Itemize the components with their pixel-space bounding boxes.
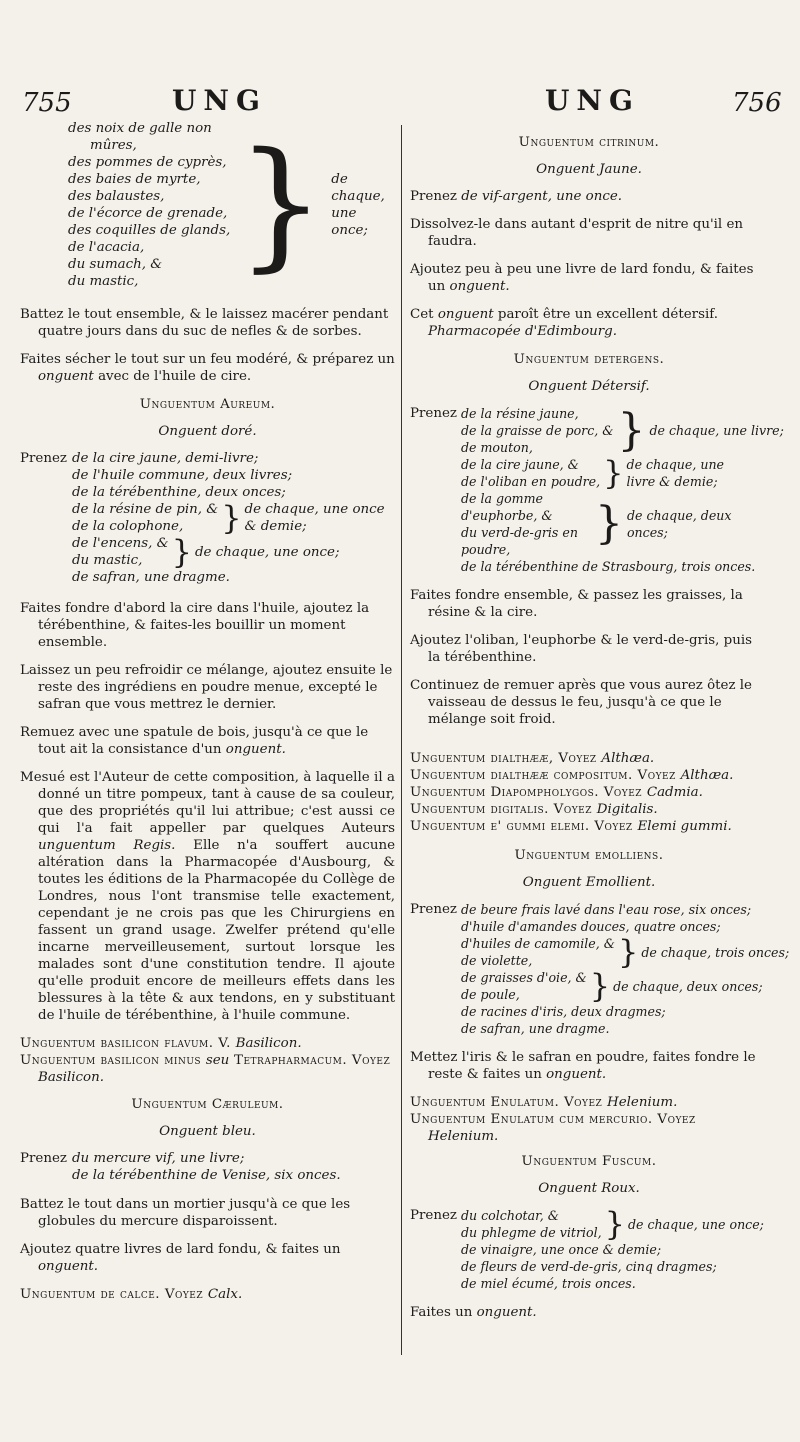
quantity: de chaque, une livre; xyxy=(649,423,784,438)
recipe xyxy=(20,450,395,586)
ingredient: de miel écumé, trois onces. xyxy=(460,1276,636,1291)
column-divider xyxy=(401,125,402,1355)
recipe xyxy=(410,404,784,575)
paragraph: Faites un onguent. xyxy=(410,1305,537,1320)
page-number-right: 756 xyxy=(732,88,782,118)
paragraph: Ajoutez quatre livres de lard fondu, & faites un onguent. xyxy=(20,1242,341,1274)
ingredient: du sumach, & xyxy=(68,257,163,272)
paragraph: Mettez l'iris & le safran en poudre, faites fondre le reste & faites un onguent. xyxy=(410,1050,756,1082)
quantity: de chaque, une livre & demie; xyxy=(626,457,725,489)
ingredient-group: du colchotar, & du phlegme de vitriol, } de chaque, une once; xyxy=(460,1205,764,1243)
brace: } xyxy=(604,1205,625,1243)
paragraph: Faites fondre d'abord la cire dans l'huile, ajoutez la térébenthine, & faites-les bouillir un moment ensemble. xyxy=(20,601,370,650)
recipe xyxy=(410,1207,768,1292)
brace: } xyxy=(617,933,639,971)
running-head-right: UNG xyxy=(545,84,640,117)
brace: } xyxy=(594,498,623,549)
running-head-left: UNG xyxy=(172,84,267,117)
section-heading: Unguentum citrinum. xyxy=(518,135,660,150)
ingredient-group: d'huiles de camomile, & de violette, } de chaque, trois onces; xyxy=(460,933,790,971)
quantity: de chaque, une once & demie; xyxy=(244,502,385,534)
ingredient: de safran, une dragme. xyxy=(71,570,230,585)
paragraph: Ajoutez peu à peu une livre de lard fondu, & faites un onguent. xyxy=(410,262,754,294)
right-column xyxy=(410,120,790,1332)
paragraph: Cet onguent paroît être un excellent détersif. Pharmacopée d'Edimbourg. xyxy=(410,307,718,339)
ingredient: des coquilles de glands, xyxy=(68,223,231,238)
page-number-left: 755 xyxy=(22,88,72,118)
quantity: de chaque, une once; xyxy=(627,1216,764,1232)
paragraph: Battez le tout dans un mortier jusqu'à ce que les globules du mercure disparoissent. xyxy=(20,1197,351,1229)
quantity: de chaque, une once; xyxy=(194,544,340,560)
ingredient: de safran, une dragme. xyxy=(460,1021,610,1036)
paragraph: Faites fondre ensemble, & passez les graisses, la résine & la cire. xyxy=(410,588,743,620)
ingredient: des pommes de cyprès, xyxy=(68,155,227,170)
cross-reference: Unguentum de calce. Voyez Calx. xyxy=(20,1287,243,1302)
paragraph: Battez le tout ensemble, & le laissez macérer pendant quatre jours dans du suc de nefles & de sorbes. xyxy=(20,307,389,339)
paragraph: Dissolvez-le dans autant d'esprit de nitre qu'il en faudra. xyxy=(410,217,743,249)
section-subtitle: Onguent doré. xyxy=(158,424,257,439)
left-column xyxy=(20,120,395,1303)
paragraph: Prenez de vif-argent, une once. xyxy=(410,189,623,204)
section-subtitle: Onguent Détersif. xyxy=(528,379,650,394)
section-subtitle: Onguent Jaune. xyxy=(536,162,642,177)
section-heading: Unguentum Aureum. xyxy=(139,397,276,412)
paragraph: Mesué est l'Auteur de cette composition, à laquelle il a donné un titre pompeux, tant à cause de sa couleur, que des propriétés qu'il lui attribue; c'est aussi ce qui l'a fait appeller par quelques Auteurs unguentum Regis. Elle n'a souffert aucune altération dans la Pharmacopée d'Ausbourg, & toutes les éditions de la Pharmacopée du Collège de Londres, nous l'ont transmise telle exactement, cependant je ne crois pas que les Chirurgiens en fassent un grand usage. Zwelfer prétend qu'elle incarne merveilleusement, surtout lorsque les malades sont d'une constitution tendre. Il ajoute qu'elle produit encore de meilleurs effets dans les blessures à la tête & aux tendons, en y substituant de l'huile de térébenthine, à l'huile commune. xyxy=(20,770,395,1023)
cross-reference: Unguentum digitalis. Voyez Digitalis. xyxy=(410,802,658,817)
cross-reference: Unguentum Enulatum cum mercurio. Voyez Helenium. xyxy=(410,1112,696,1144)
brace: } xyxy=(236,123,326,286)
brace: } xyxy=(603,454,624,492)
ingredient: de la térébenthine, deux onces; xyxy=(71,485,286,500)
paragraph: Continuez de remuer après que vous aurez ôtez le vaisseau de dessus le feu, jusqu'à ce que le mélange soit froid. xyxy=(410,678,752,727)
ingredient: de racines d'iris, deux dragmes; xyxy=(460,1004,666,1019)
section-subtitle: Onguent Roux. xyxy=(538,1181,640,1196)
ingredient: de vinaigre, une once & demie; xyxy=(460,1242,662,1257)
cross-reference: Unguentum basilicon flavum. V. Basilicon. xyxy=(20,1036,302,1051)
quantity: de chaque, deux onces; xyxy=(613,978,763,994)
ingredient-group: de la gomme d'euphorbe, & du verd-de-gris en poudre, } de chaque, deux onces; xyxy=(461,490,784,558)
recipe-list xyxy=(72,450,395,586)
cross-reference: Unguentum Diapompholygos. Voyez Cadmia. xyxy=(410,785,703,800)
ingredient: de la cire jaune, demi-livre; xyxy=(71,451,259,466)
section-heading: Unguentum Cæruleum. xyxy=(131,1097,284,1112)
cross-reference: Unguentum basilicon minus seu Tetrapharmacum. Voyez Basilicon. xyxy=(20,1053,391,1085)
ingredient-group: de l'encens, & du mastic, } de chaque, une once; xyxy=(71,533,340,571)
section-subtitle: Onguent bleu. xyxy=(159,1124,256,1139)
paragraph: Faites sécher le tout sur un feu modéré, & préparez un onguent avec de l'huile de cire. xyxy=(20,352,395,384)
section-subtitle: Onguent Emollient. xyxy=(522,875,656,890)
ingredient: du mercure vif, une livre; xyxy=(71,1151,245,1166)
prenez-label: Prenez xyxy=(20,451,67,466)
brace: } xyxy=(589,967,611,1005)
paragraph: Laissez un peu refroidir ce mélange, ajoutez ensuite le reste des ingrédiens en poudre menue, excepté le safran que vous mettrez le dernier. xyxy=(20,663,393,712)
ingredient: mûres, xyxy=(90,138,137,153)
ingredient: de beure frais lavé dans l'eau rose, six onces; xyxy=(460,902,752,917)
ingredient-group: de la résine jaune, de la graisse de porc, & de mouton, } de chaque, une livre; xyxy=(460,404,784,456)
ingredient: d'huile d'amandes douces, quatre onces; xyxy=(460,919,721,934)
ingredient: des noix de galle non xyxy=(68,121,212,136)
ingredient-group: de la résine de pin, & de la colophone, } de chaque, une once & demie; xyxy=(72,501,395,535)
brace: } xyxy=(221,499,242,537)
ingredient: du mastic, xyxy=(68,274,139,289)
quantity: de chaque, trois onces; xyxy=(641,944,790,960)
prenez-label: Prenez xyxy=(410,902,457,917)
recipe xyxy=(410,901,790,1037)
ingredient-list xyxy=(68,120,230,290)
ingredient: des baies de myrte, xyxy=(68,172,201,187)
section-heading: Unguentum emolliens. xyxy=(514,848,664,863)
paragraph: Ajoutez l'oliban, l'euphorbe & le verd-de-gris, puis la térébenthine. xyxy=(410,633,752,665)
ingredient: de l'écorce de grenade, xyxy=(68,206,228,221)
ingredient-group: de la cire jaune, & de l'oliban en poudre, } de chaque, une livre & demie; xyxy=(461,456,784,490)
prenez-label: Prenez xyxy=(410,406,457,421)
recipe xyxy=(20,1150,395,1184)
cross-reference: Unguentum dialthææ, Voyez Althæa. xyxy=(410,751,655,766)
paragraph: Remuez avec une spatule de bois, jusqu'à ce que le tout ait la consistance d'un onguent. xyxy=(20,725,369,757)
quantity: de chaque, deux onces; xyxy=(626,508,732,540)
ingredient: de l'acacia, xyxy=(68,240,145,255)
ingredient: des balaustes, xyxy=(68,189,165,204)
prenez-label: Prenez xyxy=(410,1208,457,1223)
ingredient-group: de graisses d'oie, & de poule, } de chaque, deux onces; xyxy=(460,967,763,1005)
cross-reference: Unguentum e' gummi elemi. Voyez Elemi gummi. xyxy=(410,819,732,834)
ingredient: de l'huile commune, deux livres; xyxy=(71,468,293,483)
section-heading: Unguentum detergens. xyxy=(513,352,665,367)
ingredient: de la térébenthine de Venise, six onces. xyxy=(71,1168,341,1183)
brace: } xyxy=(617,404,646,456)
quantity: de chaque, une once; xyxy=(331,172,385,238)
prenez-label: Prenez xyxy=(20,1151,67,1166)
cross-reference: Unguentum Enulatum. Voyez Helenium. xyxy=(410,1095,678,1110)
cross-reference: Unguentum dialthææ compositum. Voyez Althæa. xyxy=(410,768,734,783)
ingredient: de la térébenthine de Strasbourg, trois onces. xyxy=(460,559,756,574)
section-heading: Unguentum Fuscum. xyxy=(521,1154,657,1169)
ingredient-group-1 xyxy=(20,120,395,290)
ingredient: de fleurs de verd-de-gris, cinq dragmes; xyxy=(460,1259,717,1274)
brace: } xyxy=(171,533,192,571)
